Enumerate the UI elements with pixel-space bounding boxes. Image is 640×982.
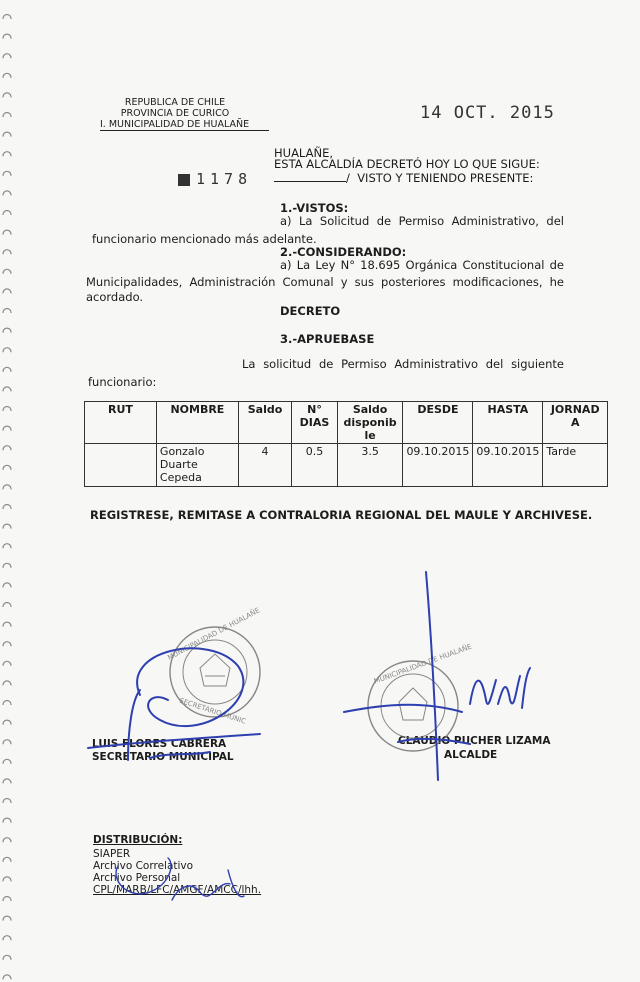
svg-text:SECRETARIO MUNIC: SECRETARIO MUNIC	[178, 696, 247, 726]
binding-hole	[3, 975, 11, 980]
signer-left-title: SECRETARIO MUNICIPAL	[92, 751, 234, 763]
binding-hole	[3, 348, 11, 353]
binding-hole	[3, 681, 11, 686]
registrese-line: REGISTRESE, REMITASE A CONTRALORIA REGIONAL DEL MAULE Y ARCHIVESE.	[90, 508, 593, 522]
signer-right-title: ALCALDE	[444, 749, 498, 761]
binding-hole	[3, 818, 11, 823]
binding-hole	[3, 73, 11, 78]
binding-hole	[3, 759, 11, 764]
letterhead-line-3: I. MUNICIPALIDAD DE HUALAÑE	[100, 119, 269, 131]
decree-intro-line: ESTA ALCALDÍA DECRETÓ HOY LO QUE SIGUE:	[274, 157, 540, 171]
binding-hole	[3, 446, 11, 451]
spiral-binding	[0, 0, 16, 982]
permiso-table	[84, 401, 608, 487]
binding-hole	[3, 34, 11, 39]
col-desde: DESDE	[403, 402, 473, 444]
binding-hole	[3, 152, 11, 157]
considerando-text-2: Municipalidades, Administración Comunal y sus posteriores modificaciones, he	[86, 275, 564, 289]
solicitud-text-1: La solicitud de Permiso Administrativo del siguiente	[242, 357, 564, 371]
binding-hole	[3, 289, 11, 294]
binding-hole	[3, 328, 11, 333]
col-hasta: HASTA	[473, 402, 543, 444]
col-nombre: NOMBRE	[156, 402, 238, 444]
cell-rut	[85, 444, 157, 487]
binding-hole	[3, 838, 11, 843]
binding-hole	[3, 505, 11, 510]
binding-hole	[3, 426, 11, 431]
letterhead	[100, 97, 250, 131]
binding-hole	[3, 269, 11, 274]
binding-hole	[3, 622, 11, 627]
considerando-text-1: a) La Ley N° 18.695 Orgánica Constitucional de	[280, 258, 564, 272]
date-stamp: 14 OCT. 2015	[420, 103, 555, 123]
signer-right-name: CLAUDIO PUCHER LIZAMA	[398, 735, 551, 747]
binding-hole	[3, 661, 11, 666]
binding-hole	[3, 877, 11, 882]
binding-hole	[3, 524, 11, 529]
binding-hole	[3, 171, 11, 176]
binding-hole	[3, 367, 11, 372]
decree-number-stamp	[178, 170, 252, 188]
binding-hole	[3, 465, 11, 470]
binding-hole	[3, 936, 11, 941]
distribucion-item: Archivo Correlativo	[93, 860, 194, 872]
distribucion-item: Archivo Personal	[93, 872, 181, 884]
binding-hole	[3, 132, 11, 137]
svg-text:MUNICIPALIDAD DE HUALAÑE: MUNICIPALIDAD DE HUALAÑE	[166, 606, 262, 662]
binding-hole	[3, 603, 11, 608]
svg-text:MUNICIPALIDAD DE HUALAÑE: MUNICIPALIDAD DE HUALAÑE	[373, 642, 473, 686]
letterhead-line-1: REPUBLICA DE CHILE	[124, 97, 226, 108]
binding-hole	[3, 916, 11, 921]
binding-hole	[3, 309, 11, 314]
visto-line: / VISTO Y TENIENDO PRESENTE:	[274, 170, 533, 186]
left-seal	[166, 605, 261, 725]
signer-left-name: LUIS FLORES CABRERA	[92, 738, 227, 750]
cell-nombre: Gonzalo Duarte Cepeda	[156, 444, 238, 487]
letterhead-line-2: PROVINCIA DE CURICO	[120, 108, 230, 119]
vistos-text-2: funcionario mencionado más adelante.	[92, 232, 317, 246]
binding-hole	[3, 54, 11, 59]
binding-hole	[3, 191, 11, 196]
cell-jornada: Tarde	[543, 444, 608, 487]
table-header-row	[85, 402, 608, 444]
cell-saldo-disponible: 3.5	[337, 444, 403, 487]
binding-hole	[3, 407, 11, 412]
binding-hole	[3, 701, 11, 706]
right-signature	[344, 572, 530, 780]
binding-hole	[3, 955, 11, 960]
binding-hole	[3, 250, 11, 255]
binding-hole	[3, 93, 11, 98]
binding-hole	[3, 211, 11, 216]
binding-hole	[3, 15, 11, 20]
cell-desde: 09.10.2015	[403, 444, 473, 487]
table-row	[85, 444, 608, 487]
considerando-heading: 2.-CONSIDERANDO:	[280, 245, 407, 259]
stamp-block-icon	[178, 174, 190, 186]
visto-text: VISTO Y TENIENDO PRESENTE:	[357, 171, 534, 185]
cell-saldo: 4	[238, 444, 291, 487]
binding-hole	[3, 642, 11, 647]
apruebase-heading: 3.-APRUEBASE	[280, 332, 375, 346]
binding-hole	[3, 897, 11, 902]
binding-hole	[3, 544, 11, 549]
solicitud-text-2: funcionario:	[88, 375, 157, 389]
distribucion-item: CPL/MARB/LFC/AMGF/AMCC/lhh.	[93, 884, 262, 896]
place-line: HUALAÑE,	[274, 146, 333, 160]
binding-hole	[3, 740, 11, 745]
binding-hole	[3, 779, 11, 784]
col-dias: N° DIAS	[292, 402, 338, 444]
binding-hole	[3, 485, 11, 490]
col-rut: RUT	[85, 402, 157, 444]
decreto-heading: DECRETO	[280, 304, 341, 318]
binding-hole	[3, 799, 11, 804]
binding-hole	[3, 563, 11, 568]
vistos-text-1: a) La Solicitud de Permiso Administrativo, del	[280, 214, 564, 228]
distribucion-item: SIAPER	[93, 848, 131, 860]
considerando-text-3: acordado.	[86, 290, 144, 304]
distribucion-heading: DISTRIBUCIÓN:	[93, 834, 183, 846]
cell-dias: 0.5	[292, 444, 338, 487]
decree-number: 1178	[196, 170, 253, 188]
col-saldo-disponible: Saldo disponib le	[337, 402, 403, 444]
col-jornada: JORNAD A	[543, 402, 608, 444]
binding-hole	[3, 230, 11, 235]
blank-line	[274, 170, 346, 182]
binding-hole	[3, 387, 11, 392]
cell-hasta: 09.10.2015	[473, 444, 543, 487]
binding-hole	[3, 857, 11, 862]
vistos-heading: 1.-VISTOS:	[280, 201, 349, 215]
col-saldo: Saldo	[238, 402, 291, 444]
binding-hole	[3, 720, 11, 725]
binding-hole	[3, 113, 11, 118]
binding-hole	[3, 583, 11, 588]
